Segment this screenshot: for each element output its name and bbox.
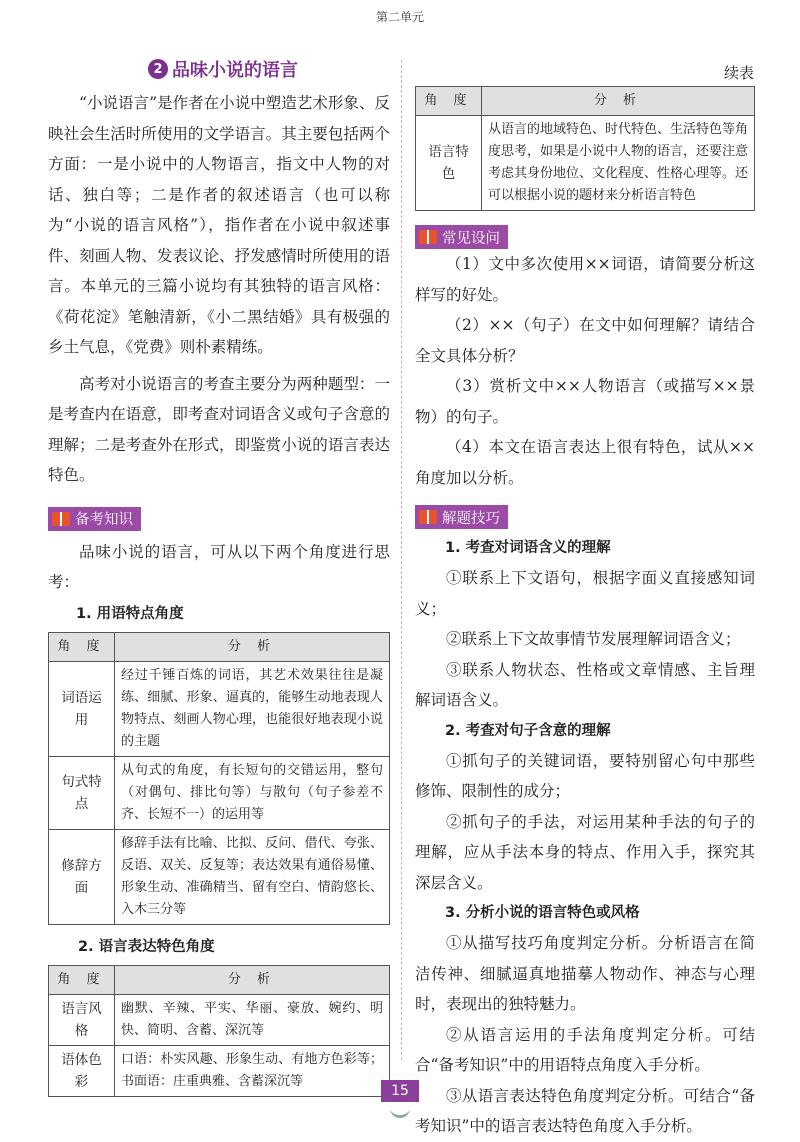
table1-head-analysis: 分 析 [115,632,390,661]
question-1: （1）文中多次使用××词语，请简要分析这样写的好处。 [415,255,755,304]
table1-head-angle: 角 度 [49,632,115,661]
question-4: （4）本文在语言表达上很有特色，试从××角度加以分析。 [415,438,755,487]
table2-title: 2. 语言表达特色角度 [78,938,215,955]
tip2-heading: 2. 考查对句子含意的理解 [445,722,611,739]
section-title-text: 品味小说的语言 [172,60,298,81]
intro-paragraph-1: “小说语言”是作者在小说中塑造艺术形象、反映社会生活时所使用的文学语言。其主要包括两个方面：一是小说中的人物语言，指文中人物的对话、独白等；二是作者的叙述语言（也可以称为“小说的语言风格”），指作者在小说中叙述事件、刻画人物、发表议论、抒发感情时所使用的语言。本单元的三篇小说均有其独特的语言风格：《荷花淀》笔触清新，《小二黑结婚》具有极强的乡土气息，《党费》则朴素精练。 [48,94,390,356]
table2-head-analysis: 分 析 [115,965,390,994]
common-tag: 常见设问 [415,225,755,249]
tip3-item-3: ③从语言表达特色角度判定分析。可结合“备考知识”中的语言表达特色角度入手分析。 [415,1086,755,1135]
tip1-item-1: ①联系上下文语句，根据字面义直接感知词义； [415,569,755,618]
table-row: 语体色彩 口语：朴实风趣、形象生动、有地方色彩等；书面语：庄重典雅、含蓄深沉等 [49,1045,390,1096]
unit-header: 第二单元 [375,10,424,24]
table-row: 句式特点 从句式的角度，有长短句的交错运用，整句（对偶句、排比句等）与散句（句子参差不齐、长短不一）的运用等 [49,756,390,829]
continued-label: 续表 [723,64,754,82]
page-number: 15 [381,1080,419,1102]
footer-logo-icon [390,1108,410,1118]
section-title [148,56,298,82]
prep-tag: 备考知识 [48,507,390,531]
left-column [48,88,390,1097]
tip1-item-2: ②联系上下文故事情节发展理解词语含义； [446,630,741,648]
table-expression [48,965,390,1097]
tip2-item-2: ②抓句子的手法，对运用某种手法的句子的理解，应从手法本身的特点、作用入手，探究其深层含义。 [415,812,755,892]
table3-head-analysis: 分 析 [482,87,755,116]
section-number: 2 [148,59,168,79]
tip1-heading: 1. 考查对词语含义的理解 [445,540,611,556]
column-divider [401,60,402,1060]
intro-paragraph-2: 高考对小说语言的考查主要分为两种题型：一是考查内在语意，即考查对词语含义或句子含意的理解；二是考查外在形式，即鉴赏小说的语言表达特色。 [48,374,390,484]
table1-title: 1. 用语特点角度 [76,605,184,622]
book-icon [419,230,437,244]
tip2-item-1: ①抓句子的关键词语，要特别留心句中那些修饰、限制性的成分； [415,751,755,800]
book-icon [52,512,70,526]
table3-head-angle: 角 度 [416,87,482,116]
question-2: （2）××（句子）在文中如何理解？请结合全文具体分析？ [415,316,755,365]
table-row: 词语运用 经过千锤百炼的词语，其艺术效果往往是凝练、细腻、形象、逼真的，能够生动地表现人物特点、刻画人物心理，也能很好地表现小说的主题 [49,661,390,756]
book-icon [419,510,437,524]
table-row: 语言特色 从语言的地域特色、时代特色、生活特色等角度思考，如果是小说中人物的语言，还要注意考虑其身份地位、文化程度、性格心理等。还可以根据小说的题材来分析语言特色 [416,116,755,211]
right-column [415,86,755,1142]
tips-tag: 解题技巧 [415,505,755,529]
table-usage [48,632,390,925]
table2-head-angle: 角 度 [49,965,115,994]
table-row: 修辞方面 修辞手法有比喻、比拟、反问、借代、夸张、反语、双关、反复等；表达效果有通俗易懂、形象生动、准确精当、留有空白、情韵悠长、入木三分等 [49,829,390,924]
tip3-heading: 3. 分析小说的语言特色或风格 [445,905,640,921]
question-3: （3）赏析文中××人物语言（或描写××景物）的句子。 [415,377,755,426]
table-expression-continued [415,86,755,211]
prep-intro: 品味小说的语言，可从以下两个角度进行思考： [48,542,390,591]
tip3-item-2: ②从语言运用的手法角度判定分析。可结合“备考知识”中的用语特点角度入手分析。 [415,1025,755,1074]
tip1-item-3: ③联系人物状态、性格或文章情感、主旨理解词语含义。 [415,660,755,709]
tip3-item-1: ①从描写技巧角度判定分析。分析语言在简洁传神、细腻逼真地描摹人物动作、神态与心理时，表现出的独特魅力。 [415,934,755,1013]
table-row: 语言风格 幽默、辛辣、平实、华丽、豪放、婉约、明快、简明、含蓄、深沉等 [49,994,390,1045]
